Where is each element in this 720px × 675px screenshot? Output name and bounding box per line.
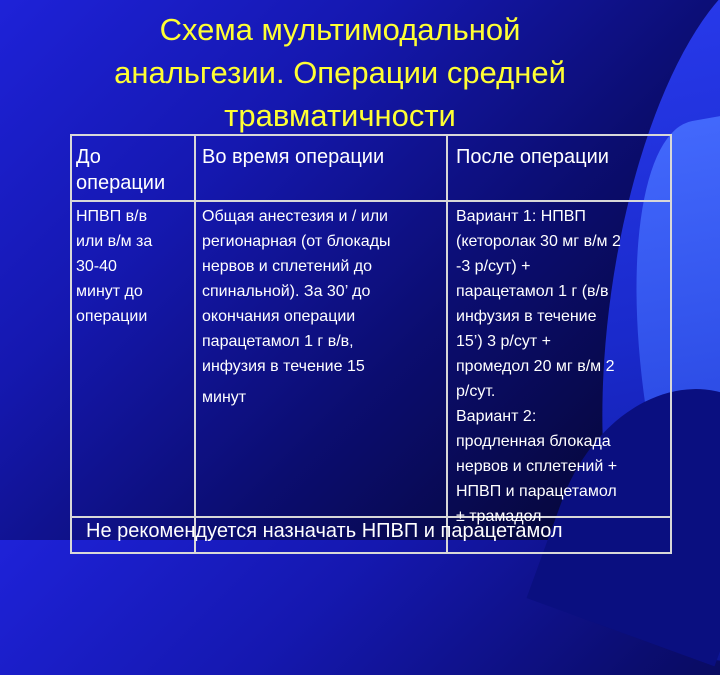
header-during: Во время операции xyxy=(202,146,385,168)
title-line: травматичности xyxy=(224,98,456,133)
analgesia-table xyxy=(70,134,672,554)
text-line: 30-40 xyxy=(76,258,117,275)
text-line: 15’) 3 р/сут + xyxy=(456,333,551,350)
cell-during xyxy=(202,204,446,410)
text-line: продленная блокада xyxy=(456,433,611,450)
cell-after xyxy=(456,204,668,529)
text-line: инфузия в течение 15 xyxy=(202,358,365,375)
text-line: минут xyxy=(202,389,247,406)
text-line: ± трамадол xyxy=(456,508,542,525)
title-line: Схема мультимодальной xyxy=(159,12,521,47)
text-line: операции xyxy=(76,308,148,325)
title-line: анальгезии. Операции средней xyxy=(114,55,566,90)
text-line: нервов и сплетений + xyxy=(456,458,618,475)
text-line: минут до xyxy=(76,283,143,300)
table-divider xyxy=(72,200,670,202)
text-line: р/сут. xyxy=(456,383,496,400)
table-divider xyxy=(194,136,196,552)
text-line: Вариант 2: xyxy=(456,408,537,425)
text-line: НПВП и парацетамол xyxy=(456,483,617,500)
text-line: нервов и сплетений до xyxy=(202,258,372,275)
text-line: Общая анестезия и / или xyxy=(202,208,388,225)
cell-before xyxy=(76,204,192,329)
text-line: парацетамол 1 г в/в, xyxy=(202,333,354,350)
text-line: НПВП в/в xyxy=(76,208,148,225)
text-line: -3 р/сут) + xyxy=(456,258,531,275)
text-line: Вариант 1: НПВП xyxy=(456,208,586,225)
header-before: До операции xyxy=(76,146,166,194)
text-line: инфузия в течение xyxy=(456,308,597,325)
slide-title xyxy=(60,8,620,137)
text-line: окончания операции xyxy=(202,308,356,325)
text-line: спинальной). За 30’ до xyxy=(202,283,371,300)
text-line: (кеторолак 30 мг в/м 2 xyxy=(456,233,621,250)
table-divider xyxy=(446,136,448,552)
text-line: или в/м за xyxy=(76,233,153,250)
table-footer: Не рекомендуется назначать НПВП и парацетамол xyxy=(86,520,563,542)
text-line: парацетамол 1 г (в/в xyxy=(456,283,609,300)
header-after: После операции xyxy=(456,146,609,168)
text-line: регионарная (от блокады xyxy=(202,233,391,250)
text-line: промедол 20 мг в/м 2 xyxy=(456,358,615,375)
